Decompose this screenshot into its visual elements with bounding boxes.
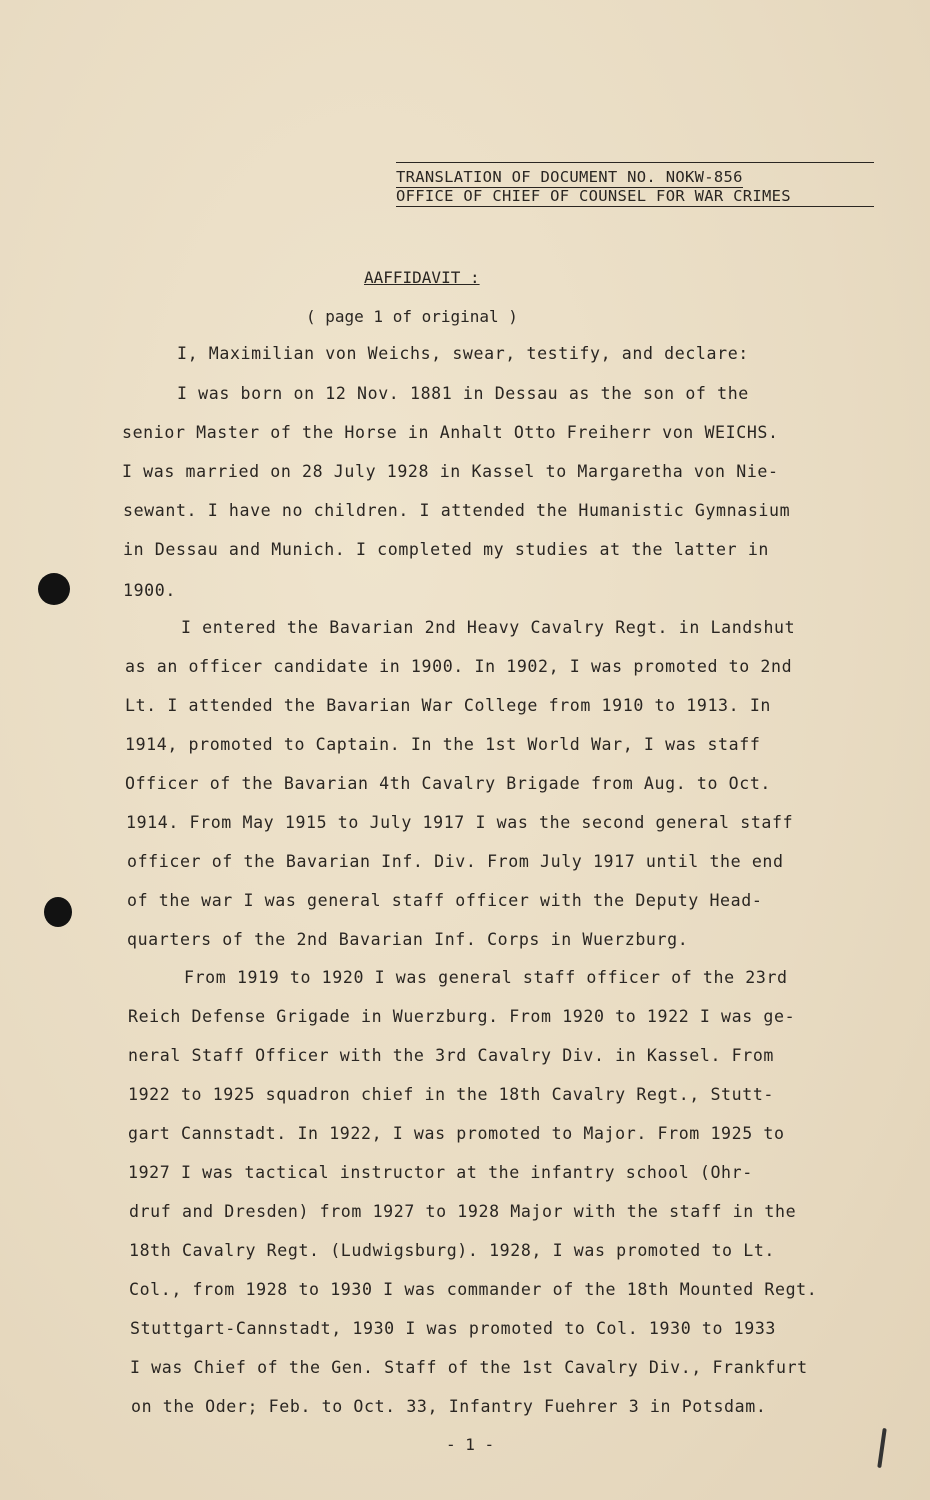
punch-hole-icon <box>38 573 70 605</box>
body-line: 1922 to 1925 squadron chief in the 18th Cavalry Regt., Stutt- <box>128 1085 775 1104</box>
body-line: quarters of the 2nd Bavarian Inf. Corps in Wuerzburg. <box>127 930 689 949</box>
body-line: 1900. <box>123 581 176 600</box>
pencil-mark-icon <box>877 1428 887 1468</box>
body-line: senior Master of the Horse in Anhalt Otto Freiherr von WEICHS. <box>122 423 779 442</box>
body-line: 1927 I was tactical instructor at the infantry school (Ohr- <box>128 1163 753 1182</box>
body-line: druf and Dresden) from 1927 to 1928 Major with the staff in the <box>129 1202 797 1221</box>
header-line-2: OFFICE OF CHIEF OF COUNSEL FOR WAR CRIMES <box>396 187 791 205</box>
body-line: Stuttgart-Cannstadt, 1930 I was promoted to Col. 1930 to 1933 <box>130 1319 777 1338</box>
body-line: neral Staff Officer with the 3rd Cavalry Div. in Kassel. From <box>128 1046 775 1065</box>
body-line: Officer of the Bavarian 4th Cavalry Brigade from Aug. to Oct. <box>125 774 772 793</box>
body-line: Reich Defense Grigade in Wuerzburg. From 1920 to 1922 I was ge- <box>128 1007 796 1026</box>
header-rule-top <box>396 162 874 163</box>
body-line: on the Oder; Feb. to Oct. 33, Infantry Fuehrer 3 in Potsdam. <box>131 1397 767 1416</box>
body-line: 18th Cavalry Regt. (Ludwigsburg). 1928, I was promoted to Lt. <box>129 1241 776 1260</box>
body-line: From 1919 to 1920 I was general staff officer of the 23rd <box>184 968 788 987</box>
body-line: Col., from 1928 to 1930 I was commander of the 18th Mounted Regt. <box>129 1280 818 1299</box>
body-line: I entered the Bavarian 2nd Heavy Cavalry Regt. in Landshut <box>181 618 796 637</box>
body-line: I was married on 28 July 1928 in Kassel to Margaretha von Nie- <box>122 462 779 481</box>
body-line: as an officer candidate in 1900. In 1902, I was promoted to 2nd <box>125 657 793 676</box>
body-line: sewant. I have no children. I attended the Humanistic Gymnasium <box>123 501 791 520</box>
body-line: 1914. From May 1915 to July 1917 I was the second general staff <box>126 813 794 832</box>
body-line: Lt. I attended the Bavarian War College from 1910 to 1913. In <box>125 696 772 715</box>
document-title: AAFFIDAVIT : <box>364 268 480 287</box>
header-line-1: TRANSLATION OF DOCUMENT NO. NOKW-856 <box>396 168 743 186</box>
body-line: in Dessau and Munich. I completed my studies at the latter in <box>123 540 770 559</box>
body-line: I was Chief of the Gen. Staff of the 1st Cavalry Div., Frankfurt <box>130 1358 808 1377</box>
page-number: - 1 - <box>446 1435 495 1454</box>
body-line: I, Maximilian von Weichs, swear, testify, and declare: <box>177 344 749 363</box>
body-line: gart Cannstadt. In 1922, I was promoted to Major. From 1925 to <box>128 1124 785 1143</box>
body-line: of the war I was general staff officer with the Deputy Head- <box>127 891 763 910</box>
header-rule-bottom <box>396 206 874 207</box>
body-line: I was born on 12 Nov. 1881 in Dessau as the son of the <box>177 384 749 403</box>
body-line: officer of the Bavarian Inf. Div. From July 1917 until the end <box>127 852 784 871</box>
punch-hole-icon <box>44 897 72 927</box>
body-line: 1914, promoted to Captain. In the 1st World War, I was staff <box>125 735 761 754</box>
document-subtitle: ( page 1 of original ) <box>306 307 518 326</box>
